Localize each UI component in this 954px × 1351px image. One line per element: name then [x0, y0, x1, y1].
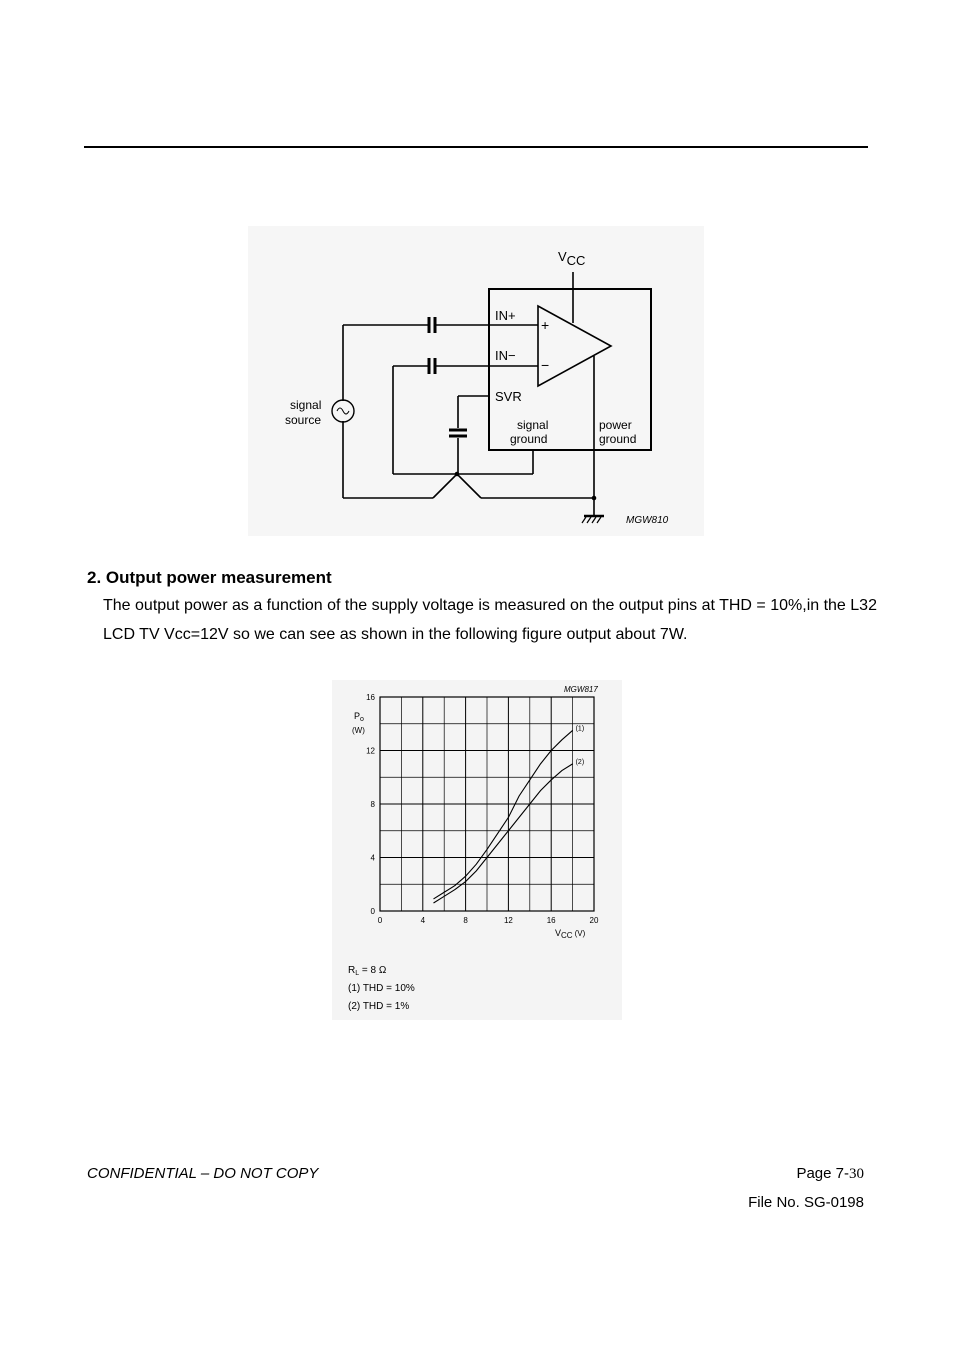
test-circuit-diagram — [248, 226, 704, 536]
in-minus-label: IN− — [495, 348, 516, 363]
x-tick-label: 0 — [377, 916, 383, 925]
confidential-notice: CONFIDENTIAL – DO NOT COPY — [87, 1165, 319, 1182]
series-label-1: (1) — [575, 725, 585, 733]
in-plus-label: IN+ — [495, 308, 516, 323]
legend-rl: $R_L = 8$ Ω — [348, 965, 387, 977]
svr-label: SVR — [495, 389, 522, 404]
signal-ground-label-1: signal — [517, 418, 549, 432]
y-tick-label: 16 — [366, 693, 375, 702]
x-tick-label: 8 — [463, 916, 468, 925]
page-number: Page 7-30 — [796, 1165, 864, 1182]
chart-grid — [380, 697, 594, 911]
series-line-1 — [434, 730, 573, 899]
legend-thd-1: (2) THD = 1% — [348, 1001, 410, 1012]
chart-figure-code: MGW817 — [564, 685, 598, 694]
x-axis-label: VCC (V) — [555, 928, 586, 940]
vcc-label: VCC — [558, 249, 586, 268]
chart-ticks — [366, 693, 599, 925]
section-title: 2. Output power measurement — [87, 568, 332, 587]
power-ground-label-1: power — [599, 418, 632, 432]
power-ground-label-2: ground — [599, 432, 637, 446]
y-axis-unit: (W) — [352, 726, 365, 735]
legend-thd-10: (1) THD = 10% — [348, 983, 415, 994]
plus-sign: + — [541, 317, 550, 333]
x-tick-label: 12 — [503, 916, 513, 925]
y-tick-label: 8 — [370, 800, 375, 809]
minus-sign: − — [541, 357, 550, 373]
circuit-figure-code: MGW810 — [626, 515, 669, 526]
file-number: File No. SG-0198 — [748, 1194, 864, 1211]
x-tick-label: 16 — [546, 916, 556, 925]
output-power-chart — [332, 680, 622, 1020]
signal-source-label-2: source — [285, 413, 322, 427]
y-axis-label: $P_o$ — [354, 711, 364, 723]
series-line-2 — [434, 764, 573, 903]
y-tick-label: 4 — [370, 853, 375, 863]
series-label-2: (2) — [575, 758, 585, 766]
section-body: The output power as a function of the supply voltage is measured on the output pins at THD = 10%,in the L32 LCD TV Vcc=12V so we can see as shown in the following figure output about 7W. — [103, 597, 877, 643]
signal-source-label-1: signal — [290, 398, 322, 412]
signal-ground-label-2: ground — [510, 432, 548, 446]
y-tick-label: 0 — [370, 907, 375, 916]
x-tick-label: 20 — [589, 916, 599, 925]
y-tick-label: 12 — [366, 746, 375, 756]
x-tick-label: 4 — [420, 916, 426, 925]
header-rule — [84, 146, 868, 148]
